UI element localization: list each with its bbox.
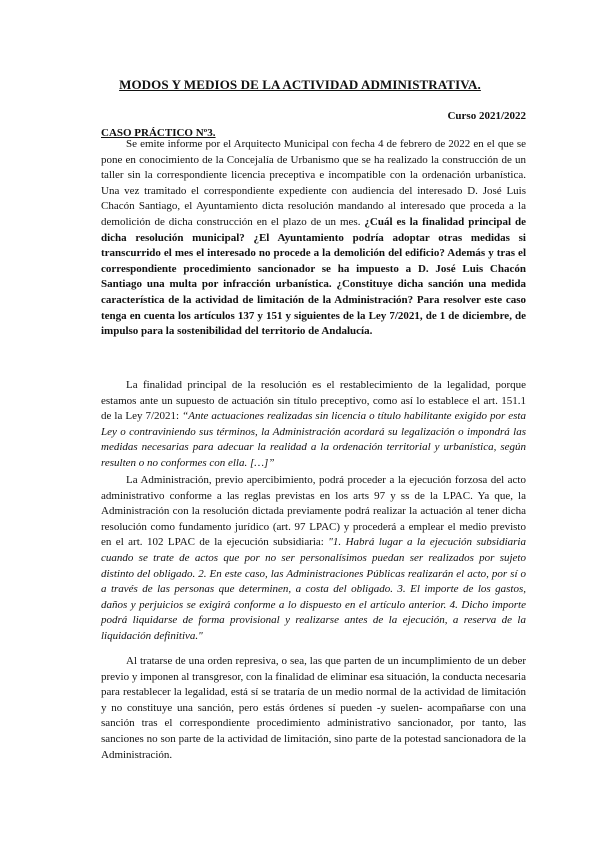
answer-2-text: La Administración, previo apercibimiento, podrá proceder a la ejecución forzosa del acto administrativo conforme a las reglas previstas en los arts 97 y ss de la LPAC. Ya que, la Administración con la resolución dictada previamente podrá realizar la actuación al tener dicha resolución como fundamento jurídico (art. 97 LPAC) y procederá a emplear el medio previsto en el art. 102 LPAC de la ejecución subsidiaria: [101, 474, 526, 549]
course-label: Curso 2021/2022 [447, 110, 526, 122]
case-title: CASO PRÁCTICO Nº3. [101, 127, 216, 139]
answer-paragraph-3 [101, 654, 526, 763]
answer-2-quote: "1. Habrá lugar a la ejecución subsidiaria cuando se trate de actos que por no ser personalísimos puedan ser realizados por sujeto distinto del obligado. 2. En este caso, las Administraciones Públicas realizarán el acto, por sí o a través de las personas que determinen, a costa del obligado. 3. El importe de los gastos, daños y perjuicios se exigirá conforme a lo dispuesto en el artículo anterior. 4. Dicho importe podrá liquidarse de forma provisional y realizarse antes de la ejecución, a reserva de la liquidación definitiva." [101, 536, 526, 642]
case-questions: ¿Cuál es la finalidad principal de dicha resolución municipal? ¿El Ayuntamiento podría adoptar otras medidas si transcurrido el mes el interesado no procede a la demolición del edificio? Además y tras el correspondiente procedimiento sancionador se ha impuesto a D. José Luis Chacón Santiago una multa por infracción urbanística. ¿Constituye dicha sanción una medida característica de la actividad de limitación de la Administración? Para resolver este caso tenga en cuenta los artículos 137 y 151 y siguientes de la Ley 7/2021, de 1 de diciembre, de impulso para la sostenibilidad del territorio de Andalucía. [101, 215, 526, 338]
answer-paragraph-2 [101, 473, 526, 645]
case-statement-text: Se emite informe por el Arquitecto Municipal con fecha 4 de febrero de 2022 en el que se pone en conocimiento de la Concejalía de Urbanismo que se ha realizado la construcción de un taller sin la correspondiente licencia preceptiva e incompatible con la ordenación urbanística. Una vez tramitado el correspondiente expediente con audiencia del interesado D. José Luis Chacón Santiago, el Ayuntamiento dicta resolución mandando al interesado que proceda a la demolición de dicha construcción en el plazo de un mes. [101, 138, 526, 228]
answer-paragraph-1 [101, 378, 526, 472]
case-statement [101, 137, 526, 340]
document-title: MODOS Y MEDIOS DE LA ACTIVIDAD ADMINISTRATIVA. [119, 77, 481, 92]
answer-1-quote: “Ante actuaciones realizadas sin licencia o título habilitante exigido por esta Ley o contraviniendo sus términos, la Administración acordará su legalización o impondrá las medidas necesarias para adecuar la realidad a la ordenación territorial y urbanística, según resulten o no conformes con ella. […]” [101, 410, 526, 469]
answer-1-text: La finalidad principal de la resolución es el restablecimiento de la legalidad, porque estamos ante un supuesto de actuación sin título preceptivo, como así lo establece el art. 151.1 de la Ley 7/2021: [101, 379, 526, 423]
answer-3-text: Al tratarse de una orden represiva, o sea, las que parten de un incumplimiento de un deber previo y imponen al transgresor, con la finalidad de eliminar esa situación, la conducta necesaria para restablecer la legalidad, está sí se trataría de un medio normal de la actividad de limitación y no constituye una sanción, pero estás órdenes sí pueden -y suelen- acompañarse con una sanción tras el correspondiente procedimiento administrativo sancionador, por tanto, las sanciones no son parte de la actividad de limitación, sino parte de la potestad sancionadora de la Administración. [101, 655, 526, 761]
